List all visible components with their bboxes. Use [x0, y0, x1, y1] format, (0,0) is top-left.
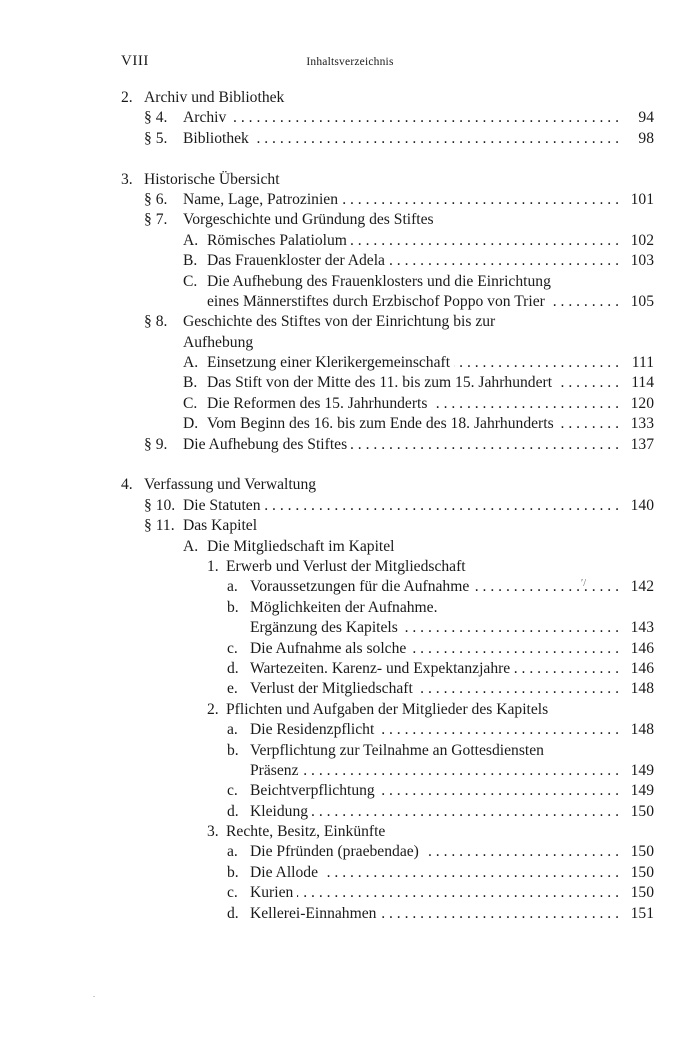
toc-entry-title: Bibliothek — [183, 129, 249, 147]
toc-entry-title: Wartezeiten. Karenz- und Expektanzjahre — [250, 659, 511, 677]
toc-entry — [0, 904, 700, 924]
toc-entry — [0, 883, 700, 903]
toc-page-number: 149 — [630, 761, 654, 779]
toc-leader-dots — [454, 353, 619, 373]
toc-entry-number: 4. — [121, 476, 133, 494]
toc-leader-dots — [558, 414, 619, 434]
toc-entry — [0, 618, 700, 638]
toc-entry-title: Die Aufhebung des Frauenklosters und die Einrichtung — [207, 272, 551, 290]
toc-entry — [0, 516, 700, 536]
toc-entry-title: Rechte, Besitz, Einkünfte — [226, 823, 386, 841]
toc-page-number: 146 — [630, 639, 654, 657]
toc-entry-number: § 5. — [144, 129, 168, 147]
toc-entry-number: e. — [227, 680, 238, 698]
toc-entry — [0, 210, 700, 230]
toc-entry — [0, 679, 700, 699]
toc-page-number: 133 — [630, 415, 654, 433]
toc-entry-number: § 6. — [144, 190, 168, 208]
toc-entry-number: 2. — [121, 89, 133, 106]
toc-entry-title: Die Allode — [250, 863, 318, 881]
toc-entry-title: Vorgeschichte und Gründung des Stiftes — [183, 211, 434, 229]
toc-entry — [0, 557, 700, 577]
toc-entry — [0, 312, 700, 332]
toc-page-number: 150 — [630, 863, 654, 881]
toc-entry — [0, 577, 700, 597]
toc-page-number: 142 — [630, 578, 654, 596]
toc-entry-title: Archiv und Bibliothek — [144, 89, 285, 106]
toc-page-number: 114 — [631, 374, 654, 392]
toc-entry-title: Verpflichtung zur Teilnahme an Gottesdiensten — [250, 741, 544, 759]
toc-entry-title: Kleidung — [250, 802, 309, 820]
toc-leader-dots — [417, 679, 619, 699]
toc-leader-dots — [431, 394, 619, 414]
toc-entry-title: Das Kapitel — [183, 517, 258, 535]
toc-entry-number: 2. — [207, 700, 219, 718]
toc-entry-number: § 4. — [144, 109, 168, 127]
toc-entry — [0, 741, 700, 761]
toc-entry — [0, 781, 700, 801]
toc-page-number: 103 — [630, 252, 654, 270]
toc-entry-number: 3. — [207, 823, 219, 841]
toc-entry-title: Die Reformen des 15. Jahrhunderts — [207, 394, 428, 412]
toc-leader-dots — [265, 496, 619, 516]
toc-entry-title: Kurien — [250, 884, 294, 902]
toc-page-number: 98 — [638, 129, 654, 147]
toc-leader-dots — [402, 618, 619, 638]
toc-entry-number: B. — [183, 374, 198, 392]
toc-entry-number: a. — [227, 721, 238, 739]
toc-entry-title: Beichtverpflichtung — [250, 782, 375, 800]
toc-leader-dots — [303, 761, 619, 781]
toc-page-number: 143 — [630, 619, 654, 637]
toc-leader-dots — [253, 129, 619, 149]
toc-entry-number: A. — [183, 537, 199, 555]
toc-entry-number: d. — [227, 802, 239, 820]
toc-page-number: 146 — [630, 659, 654, 677]
toc-entry — [0, 435, 700, 455]
toc-entry — [0, 537, 700, 557]
toc-entry-number: A. — [183, 231, 199, 249]
toc-entry-title: Präsenz — [250, 761, 299, 779]
toc-page-number: 102 — [630, 231, 654, 249]
toc-entry-number: § 10. — [144, 496, 176, 514]
toc-entry-title: Erwerb und Verlust der Mitgliedschaft — [226, 557, 466, 575]
toc-leader-dots — [410, 639, 619, 659]
toc-entry-title: Archiv — [183, 109, 227, 127]
toc-entry — [0, 292, 700, 312]
toc-entry — [0, 129, 700, 149]
toc-entry-title: Die Mitgliedschaft im Kapitel — [207, 537, 395, 555]
toc-entry — [0, 373, 700, 393]
toc-entry-title: Ergänzung des Kapitels — [250, 619, 398, 637]
toc-entry — [0, 842, 700, 862]
toc-leader-dots — [230, 108, 619, 128]
toc-entry — [0, 639, 700, 659]
toc-entry — [0, 170, 700, 190]
toc-page-number: 101 — [630, 190, 654, 208]
toc-entry-number: a. — [227, 843, 238, 861]
toc-entry — [0, 251, 700, 271]
toc-entry — [0, 496, 700, 516]
toc-entry — [0, 231, 700, 251]
toc-entry-title: Die Pfründen (praebendae) — [250, 843, 419, 861]
toc-entry-title: Römisches Palatiolum — [207, 231, 347, 249]
toc-entry-number: § 8. — [144, 313, 168, 331]
toc-entry-number: d. — [227, 904, 239, 922]
table-of-contents — [0, 88, 700, 924]
toc-entry-number: C. — [183, 394, 198, 412]
toc-entry-title: Das Stift von der Mitte des 11. bis zum 15. Jahrhundert — [207, 374, 553, 392]
toc-page-number: 148 — [630, 680, 654, 698]
toc-entry-number: b. — [227, 863, 239, 881]
toc-entry-title: Die Aufhebung des Stiftes — [183, 435, 348, 453]
pencil-mark-icon: ′/ — [581, 578, 586, 589]
toc-page-number: 111 — [631, 354, 654, 372]
toc-entry-number: b. — [227, 741, 239, 759]
toc-leader-dots — [514, 659, 619, 679]
toc-entry-title: Die Aufnahme als solche — [250, 639, 407, 657]
toc-entry — [0, 598, 700, 618]
toc-entry — [0, 108, 700, 128]
toc-entry-number: A. — [183, 354, 199, 372]
toc-entry-number: D. — [183, 415, 199, 433]
toc-entry-number: B. — [183, 252, 198, 270]
toc-entry-title: eines Männerstiftes durch Erzbischof Poppo von Trier — [207, 292, 545, 310]
toc-entry — [0, 863, 700, 883]
toc-page-number: 105 — [630, 292, 654, 310]
toc-entry-title: Die Statuten — [183, 496, 261, 514]
toc-entry-title: Voraussetzungen für die Aufnahme — [250, 578, 470, 596]
toc-page-number: 120 — [630, 394, 654, 412]
paper-speck — [93, 996, 95, 997]
toc-leader-dots — [556, 373, 619, 393]
toc-entry-number: c. — [227, 639, 238, 657]
toc-entry — [0, 353, 700, 373]
toc-page-number: 151 — [630, 904, 654, 922]
toc-leader-dots — [389, 251, 619, 271]
toc-entry-title: Vom Beginn des 16. bis zum Ende des 18. Jahrhunderts — [207, 415, 554, 433]
toc-entry-number: § 11. — [144, 517, 175, 535]
toc-entry-number: d. — [227, 659, 239, 677]
toc-page-number: 149 — [630, 782, 654, 800]
toc-leader-dots — [473, 577, 619, 597]
toc-leader-dots — [549, 292, 619, 312]
toc-page-number: 140 — [630, 496, 654, 514]
toc-entry — [0, 394, 700, 414]
toc-entry — [0, 272, 700, 292]
toc-entry-title: Pflichten und Aufgaben der Mitglieder des Kapitels — [226, 700, 549, 718]
toc-entry-number: a. — [227, 578, 238, 596]
toc-entry-title: Möglichkeiten der Aufnahme. — [250, 598, 438, 616]
toc-entry-title: Geschichte des Stiftes von der Einrichtung bis zur — [183, 313, 496, 331]
toc-entry-number: 1. — [207, 557, 219, 575]
toc-page-number: 150 — [630, 843, 654, 861]
running-title: Inhaltsverzeichnis — [306, 56, 394, 68]
toc-entry — [0, 475, 700, 495]
toc-entry-number: b. — [227, 598, 239, 616]
toc-entry-title: Historische Übersicht — [144, 170, 280, 188]
toc-leader-dots — [380, 904, 619, 924]
toc-entry-number: § 9. — [144, 435, 168, 453]
toc-entry-title: Kellerei-Einnahmen — [250, 904, 377, 922]
toc-leader-dots — [297, 883, 619, 903]
toc-entry-title: Einsetzung einer Klerikergemeinschaft — [207, 354, 451, 372]
toc-entry — [0, 333, 700, 353]
toc-leader-dots — [379, 781, 619, 801]
toc-entry — [0, 414, 700, 434]
toc-entry-number: § 7. — [144, 211, 168, 229]
toc-leader-dots — [312, 802, 619, 822]
toc-page-number: 148 — [630, 721, 654, 739]
toc-entry-title: Verlust der Mitgliedschaft — [250, 680, 413, 698]
toc-entry-title: Aufhebung — [183, 333, 254, 351]
toc-entry — [0, 700, 700, 720]
toc-entry-title: Verfassung und Verwaltung — [144, 476, 317, 494]
toc-entry-title: Das Frauenkloster der Adela — [207, 252, 385, 270]
toc-entry-number: c. — [227, 884, 238, 902]
toc-entry — [0, 190, 700, 210]
page-folio: VIII — [121, 53, 149, 69]
toc-entry-title: Die Residenzpflicht — [250, 721, 375, 739]
toc-entry-number: 3. — [121, 170, 133, 188]
toc-leader-dots — [351, 435, 619, 455]
toc-entry — [0, 761, 700, 781]
toc-page-number: 150 — [630, 884, 654, 902]
toc-leader-dots — [322, 863, 619, 883]
toc-entry — [0, 720, 700, 740]
toc-entry-title: Name, Lage, Patrozinien — [183, 190, 339, 208]
toc-entry-number: c. — [227, 782, 238, 800]
toc-page-number: 150 — [630, 802, 654, 820]
toc-entry — [0, 659, 700, 679]
toc-entry — [0, 822, 700, 842]
toc-page-number: 137 — [630, 435, 654, 453]
toc-leader-dots — [351, 231, 619, 251]
toc-page-number: 94 — [638, 109, 654, 127]
toc-entry — [0, 88, 700, 108]
toc-entry — [0, 802, 700, 822]
toc-leader-dots — [423, 842, 619, 862]
toc-leader-dots — [378, 720, 619, 740]
toc-leader-dots — [342, 190, 619, 210]
toc-entry-number: C. — [183, 272, 198, 290]
